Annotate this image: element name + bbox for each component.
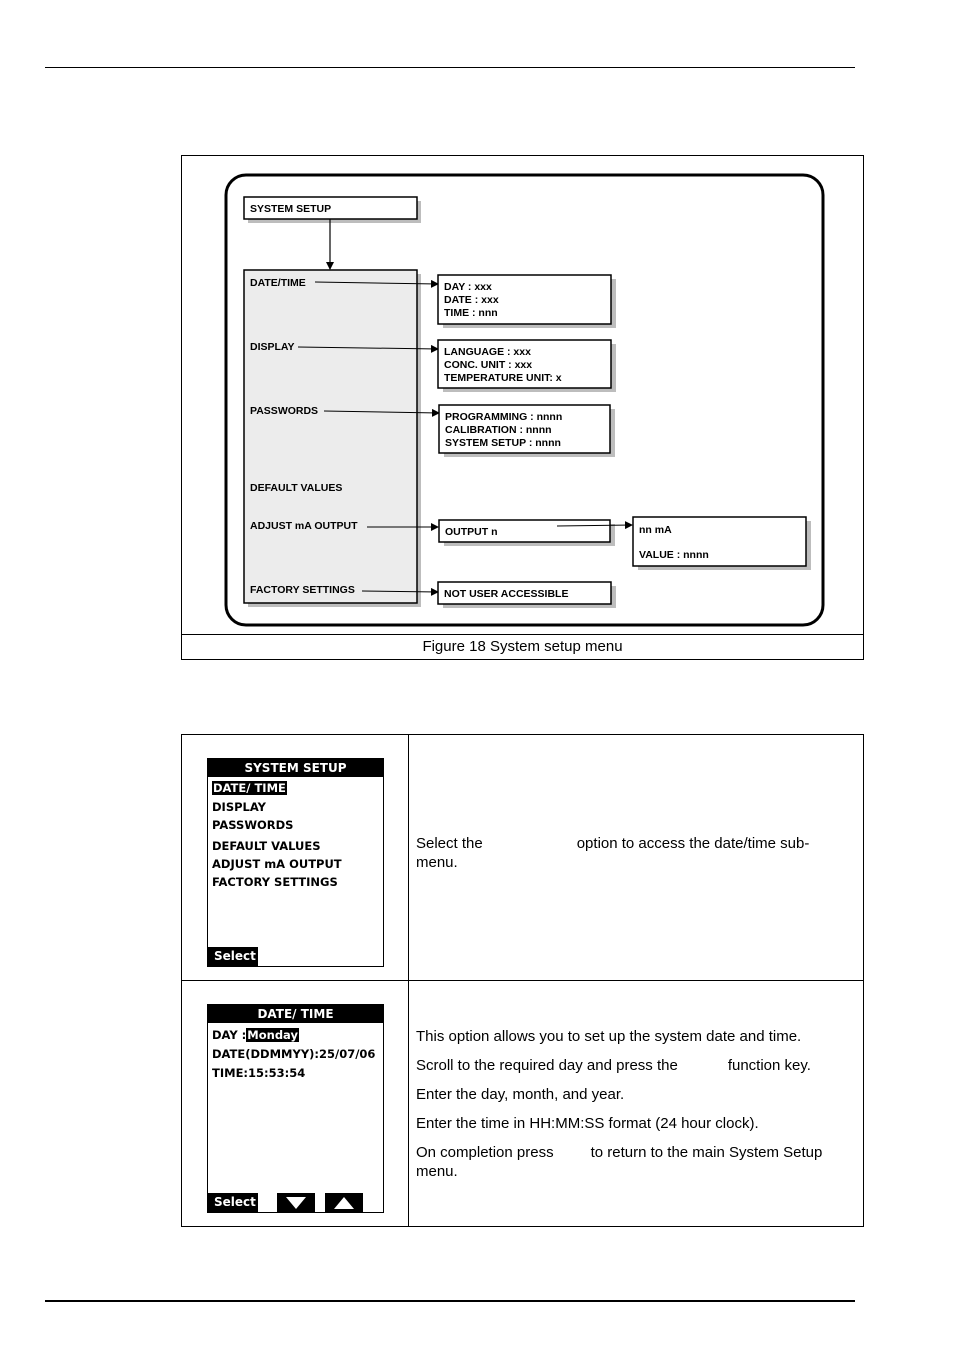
lcd-item-display[interactable]: DISPLAY [212,800,266,814]
header-rule [45,67,855,68]
lcd-date-time [207,1004,384,1213]
lcd-date-line[interactable]: DATE(DDMMYY):25/07/06 [212,1047,376,1061]
datetime-line: DAY : xxx [444,281,492,293]
menu-factory: FACTORY SETTINGS [250,584,355,596]
select-softkey[interactable]: Select [208,1193,258,1212]
down-arrow-key[interactable] [277,1193,315,1212]
menu-default-values: DEFAULT VALUES [250,482,343,494]
lcd-item-default-values[interactable]: DEFAULT VALUES [212,839,321,853]
table-row [182,735,864,981]
factory-label: NOT USER ACCESSIBLE [444,588,569,600]
display-line: TEMPERATURE UNIT: x [444,372,562,384]
passwords-line: PROGRAMMING : nnnn [445,411,563,423]
lcd-title: DATE/ TIME [208,1005,383,1023]
screen-cell [182,981,409,1227]
triangle-down-icon [285,1196,307,1210]
system-setup-diagram [182,156,863,634]
figure-18-frame [181,155,864,660]
instruction-text: Enter the day, month, and year. [416,1085,625,1103]
passwords-line: SYSTEM SETUP : nnnn [445,437,561,449]
lcd-item-factory[interactable]: FACTORY SETTINGS [212,875,338,889]
ma-line: VALUE : nnnn [639,549,709,561]
datetime-line: TIME : nnn [444,307,498,319]
up-arrow-key[interactable] [325,1193,363,1212]
table-row [182,981,864,1227]
lcd-time-line[interactable]: TIME:15:53:54 [212,1066,306,1080]
lcd-item-adjust-ma[interactable]: ADJUST mA OUTPUT [212,857,342,871]
instruction-cell [409,735,864,981]
figure-caption: Figure 18 System setup menu [182,634,863,659]
instruction-text: Scroll to the required day and press the function key. [416,1056,811,1074]
lcd-system-setup [207,758,384,967]
instruction-cell [409,981,864,1227]
lcd-day-line[interactable]: DAY :Monday [212,1028,298,1042]
instruction-text: Select the option to access the date/time sub-menu. [416,834,810,871]
screen-cell [182,735,409,981]
select-softkey[interactable]: Select [208,947,258,966]
menu-adjust-ma: ADJUST mA OUTPUT [250,520,358,532]
root-label: SYSTEM SETUP [250,203,332,215]
instruction-text: Enter the time in HH:MM:SS format (24 hour clock). [416,1114,759,1132]
footer-rule [45,1300,855,1302]
lcd-title: SYSTEM SETUP [208,759,383,777]
procedure-table [181,734,864,1227]
instruction-text: On completion press to return to the main System Setup menu. [416,1143,823,1180]
passwords-line: CALIBRATION : nnnn [445,424,552,436]
instruction-text: This option allows you to set up the system date and time. [416,1027,802,1045]
menu-datetime: DATE/TIME [250,277,306,289]
ma-line: nn mA [639,524,672,536]
menu-column [244,270,417,603]
display-line: LANGUAGE : xxx [444,346,531,358]
output-label: OUTPUT n [445,526,498,538]
lcd-item-datetime[interactable]: DATE/ TIME [213,781,286,795]
triangle-up-icon [333,1196,355,1210]
lcd-item-passwords[interactable]: PASSWORDS [212,818,294,832]
menu-display: DISPLAY [250,341,295,353]
datetime-line: DATE : xxx [444,294,499,306]
menu-passwords: PASSWORDS [250,405,319,417]
display-line: CONC. UNIT : xxx [444,359,533,371]
